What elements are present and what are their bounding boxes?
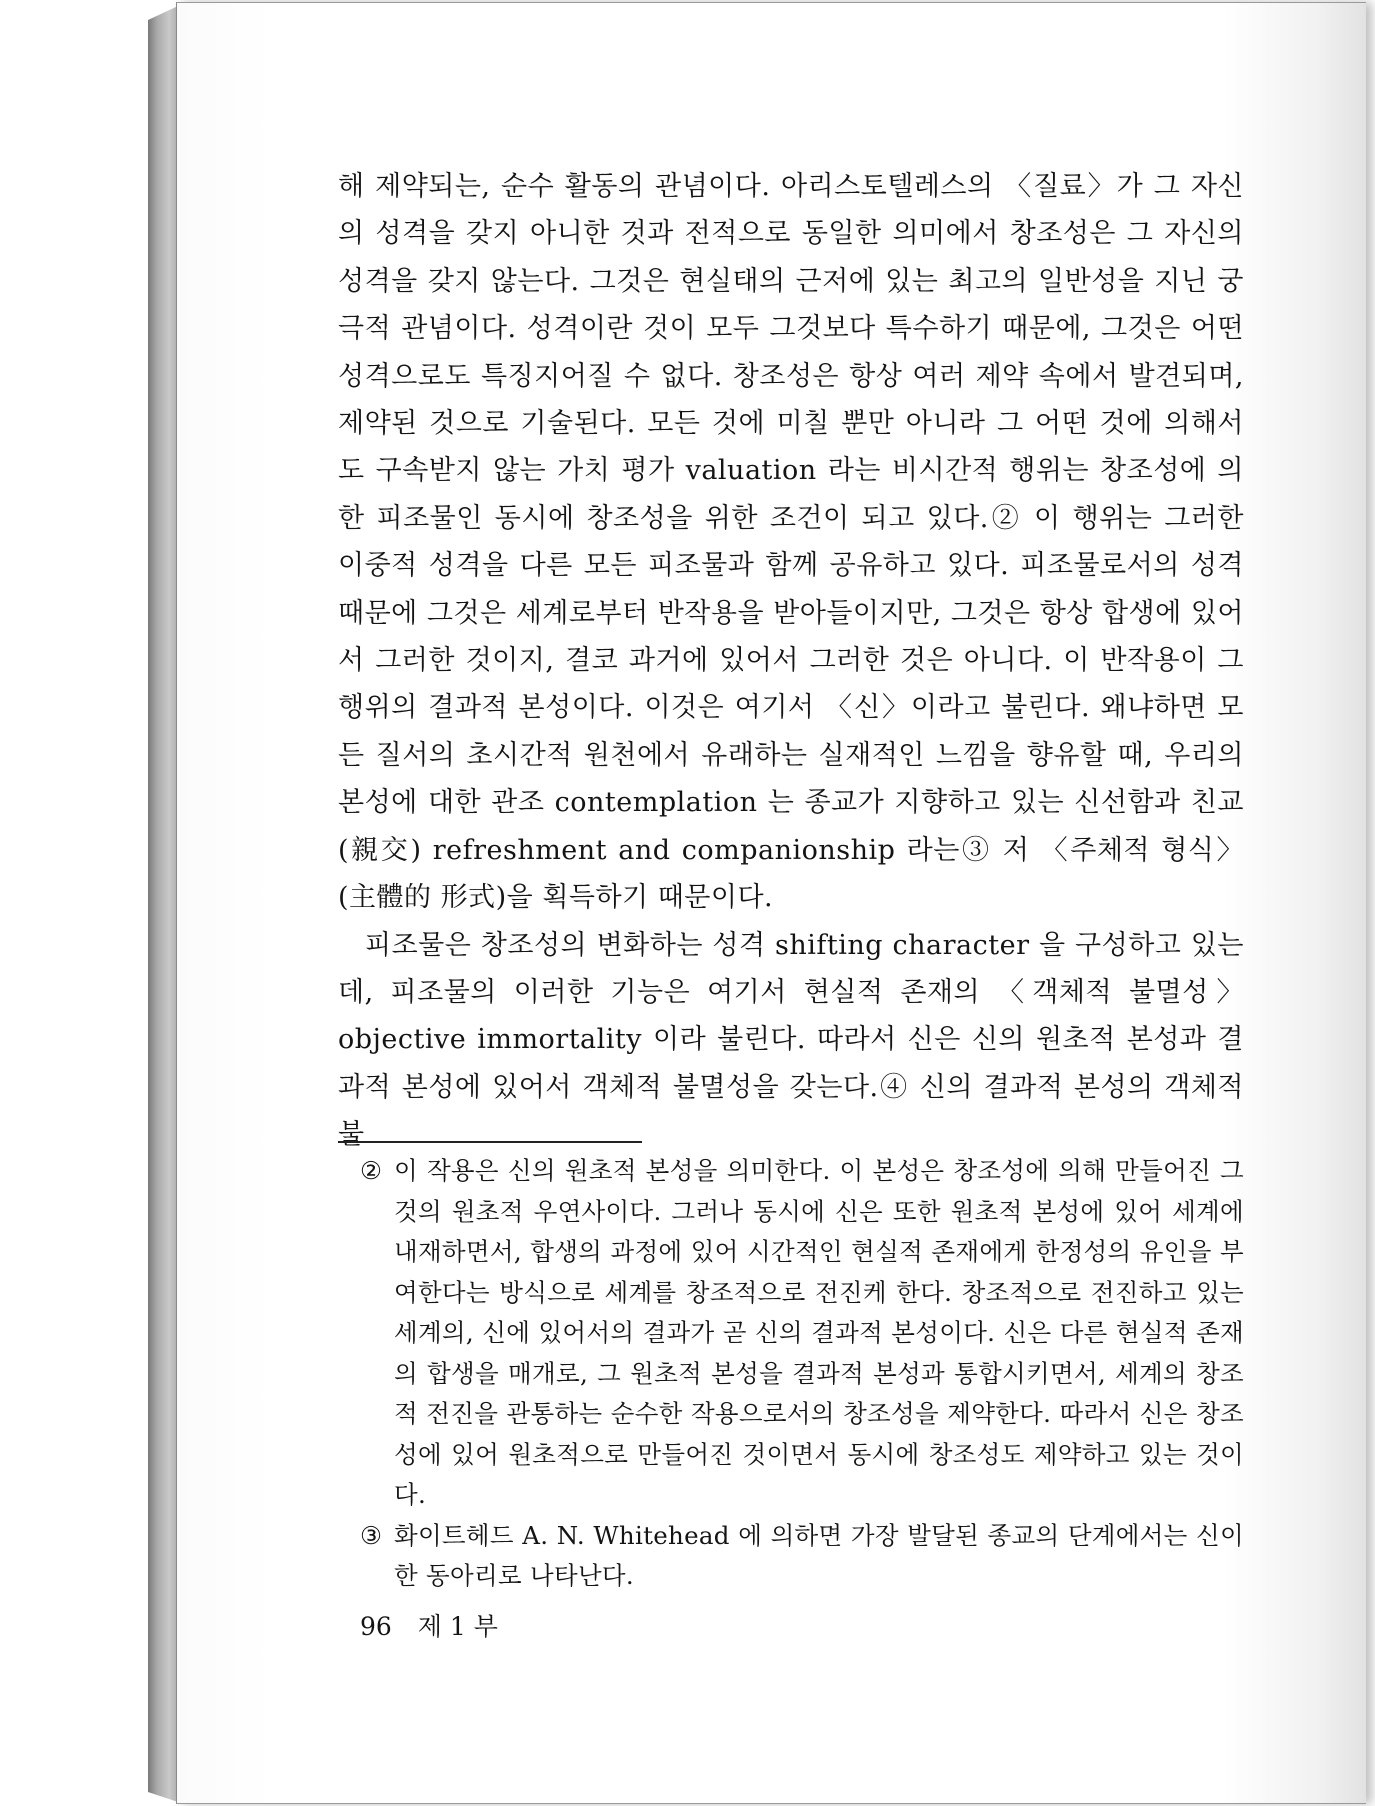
body-paragraph: 피조물은 창조성의 변화하는 성격 shifting character 을 구성하고 있는데, 피조물의 이러한 기능은 여기서 현실적 존재의 〈객체적 불멸성〉 objective immortality 이라 불린다. 따라서 신은 신의 원초적 본성과 결과적 본성에 있어서 객체적 불멸성을 갖는다.④ 신의 결과적 본성의 객체적 불 [338, 929, 1244, 1151]
footnote-item [360, 1516, 1244, 1597]
page-footer [360, 1607, 516, 1643]
footnote-mark: ③ [360, 1520, 382, 1550]
section-label: 제 1 부 [417, 1612, 498, 1641]
body-paragraph: 해 제약되는, 순수 활동의 관념이다. 아리스토텔레스의 〈질료〉가 그 자신의 성격을 갖지 아니한 것과 전적으로 동일한 의미에서 창조성은 그 자신의 성격을 갖지 않는다. 그것은 현실태의 근저에 있는 최고의 일반성을 지닌 궁극적 관념이다. 성격이란 것이 모두 그것보다 특수하기 때문에, 그것은 어떤 성격으로도 특징지어질 수 없다. 창조성은 항상 여러 제약 속에서 발견되며, 제약된 것으로 기술된다. 모든 것에 미칠 뿐만 아니라 그 어떤 것에 의해서도 구속받지 않는 가치 평가 valuation 라는 비시간적 행위는 창조성에 의한 피조물인 동시에 창조성을 위한 조건이 되고 있다.② 이 행위는 그러한 이중적 성격을 다른 모든 피조물과 함께 공유하고 있다. 피조물로서의 성격 때문에 그것은 세계로부터 반작용을 받아들이지만, 그것은 항상 합생에 있어서 그러한 것이지, 결코 과거에 있어서 그러한 것은 아니다. 이 반작용이 그 행위의 결과적 본성이다. 이것은 여기서 〈신〉이라고 불린다. 왜냐하면 모든 질서의 초시간적 원천에서 유래하는 실재적인 느낌을 향유할 때, 우리의 본성에 대한 관조 contemplation 는 종교가 지향하고 있는 신선함과 친교(親交) refreshment and companionship 라는③ 저 〈주체적 형식〉(主體的 形式)을 획득하기 때문이다. [338, 171, 1244, 914]
footnote-text: 이 작용은 신의 원초적 본성을 의미한다. 이 본성은 창조성에 의해 만들어진 그것의 원초적 우연사이다. 그러나 동시에 신은 또한 원초적 본성에 있어 세계에 내재하면서, 합생의 과정에 있어 시간적인 현실적 존재에게 한정성의 유인을 부여한다는 방식으로 세계를 창조적으로 전진케 한다. 창조적으로 전진하고 있는 세계의, 신에 있어서의 결과가 곧 신의 결과적 본성이다. 신은 다른 현실적 존재의 합생을 매개로, 그 원초적 본성을 결과적 본성과 통합시키면서, 세계의 창조적 전진을 관통하는 순수한 작용으로서의 창조성을 제약한다. 따라서 신은 창조성에 있어 원초적으로 만들어진 것이면서 동시에 창조성도 제약하고 있는 것이다. [394, 1156, 1244, 1509]
page-number: 96 [360, 1612, 392, 1641]
book-page [176, 2, 1366, 1804]
book-spine-edge [148, 6, 178, 1802]
footnote-mark: ② [360, 1156, 382, 1185]
footnotes [360, 1151, 1244, 1597]
footnote-text: 화이트헤드 A. N. Whitehead 에 의하면 가장 발달된 종교의 단계에서는 신이 한 동아리로 나타난다. [394, 1520, 1244, 1590]
main-text [338, 163, 1244, 1159]
footnote-item [360, 1151, 1244, 1516]
footnote-divider [338, 1141, 642, 1143]
